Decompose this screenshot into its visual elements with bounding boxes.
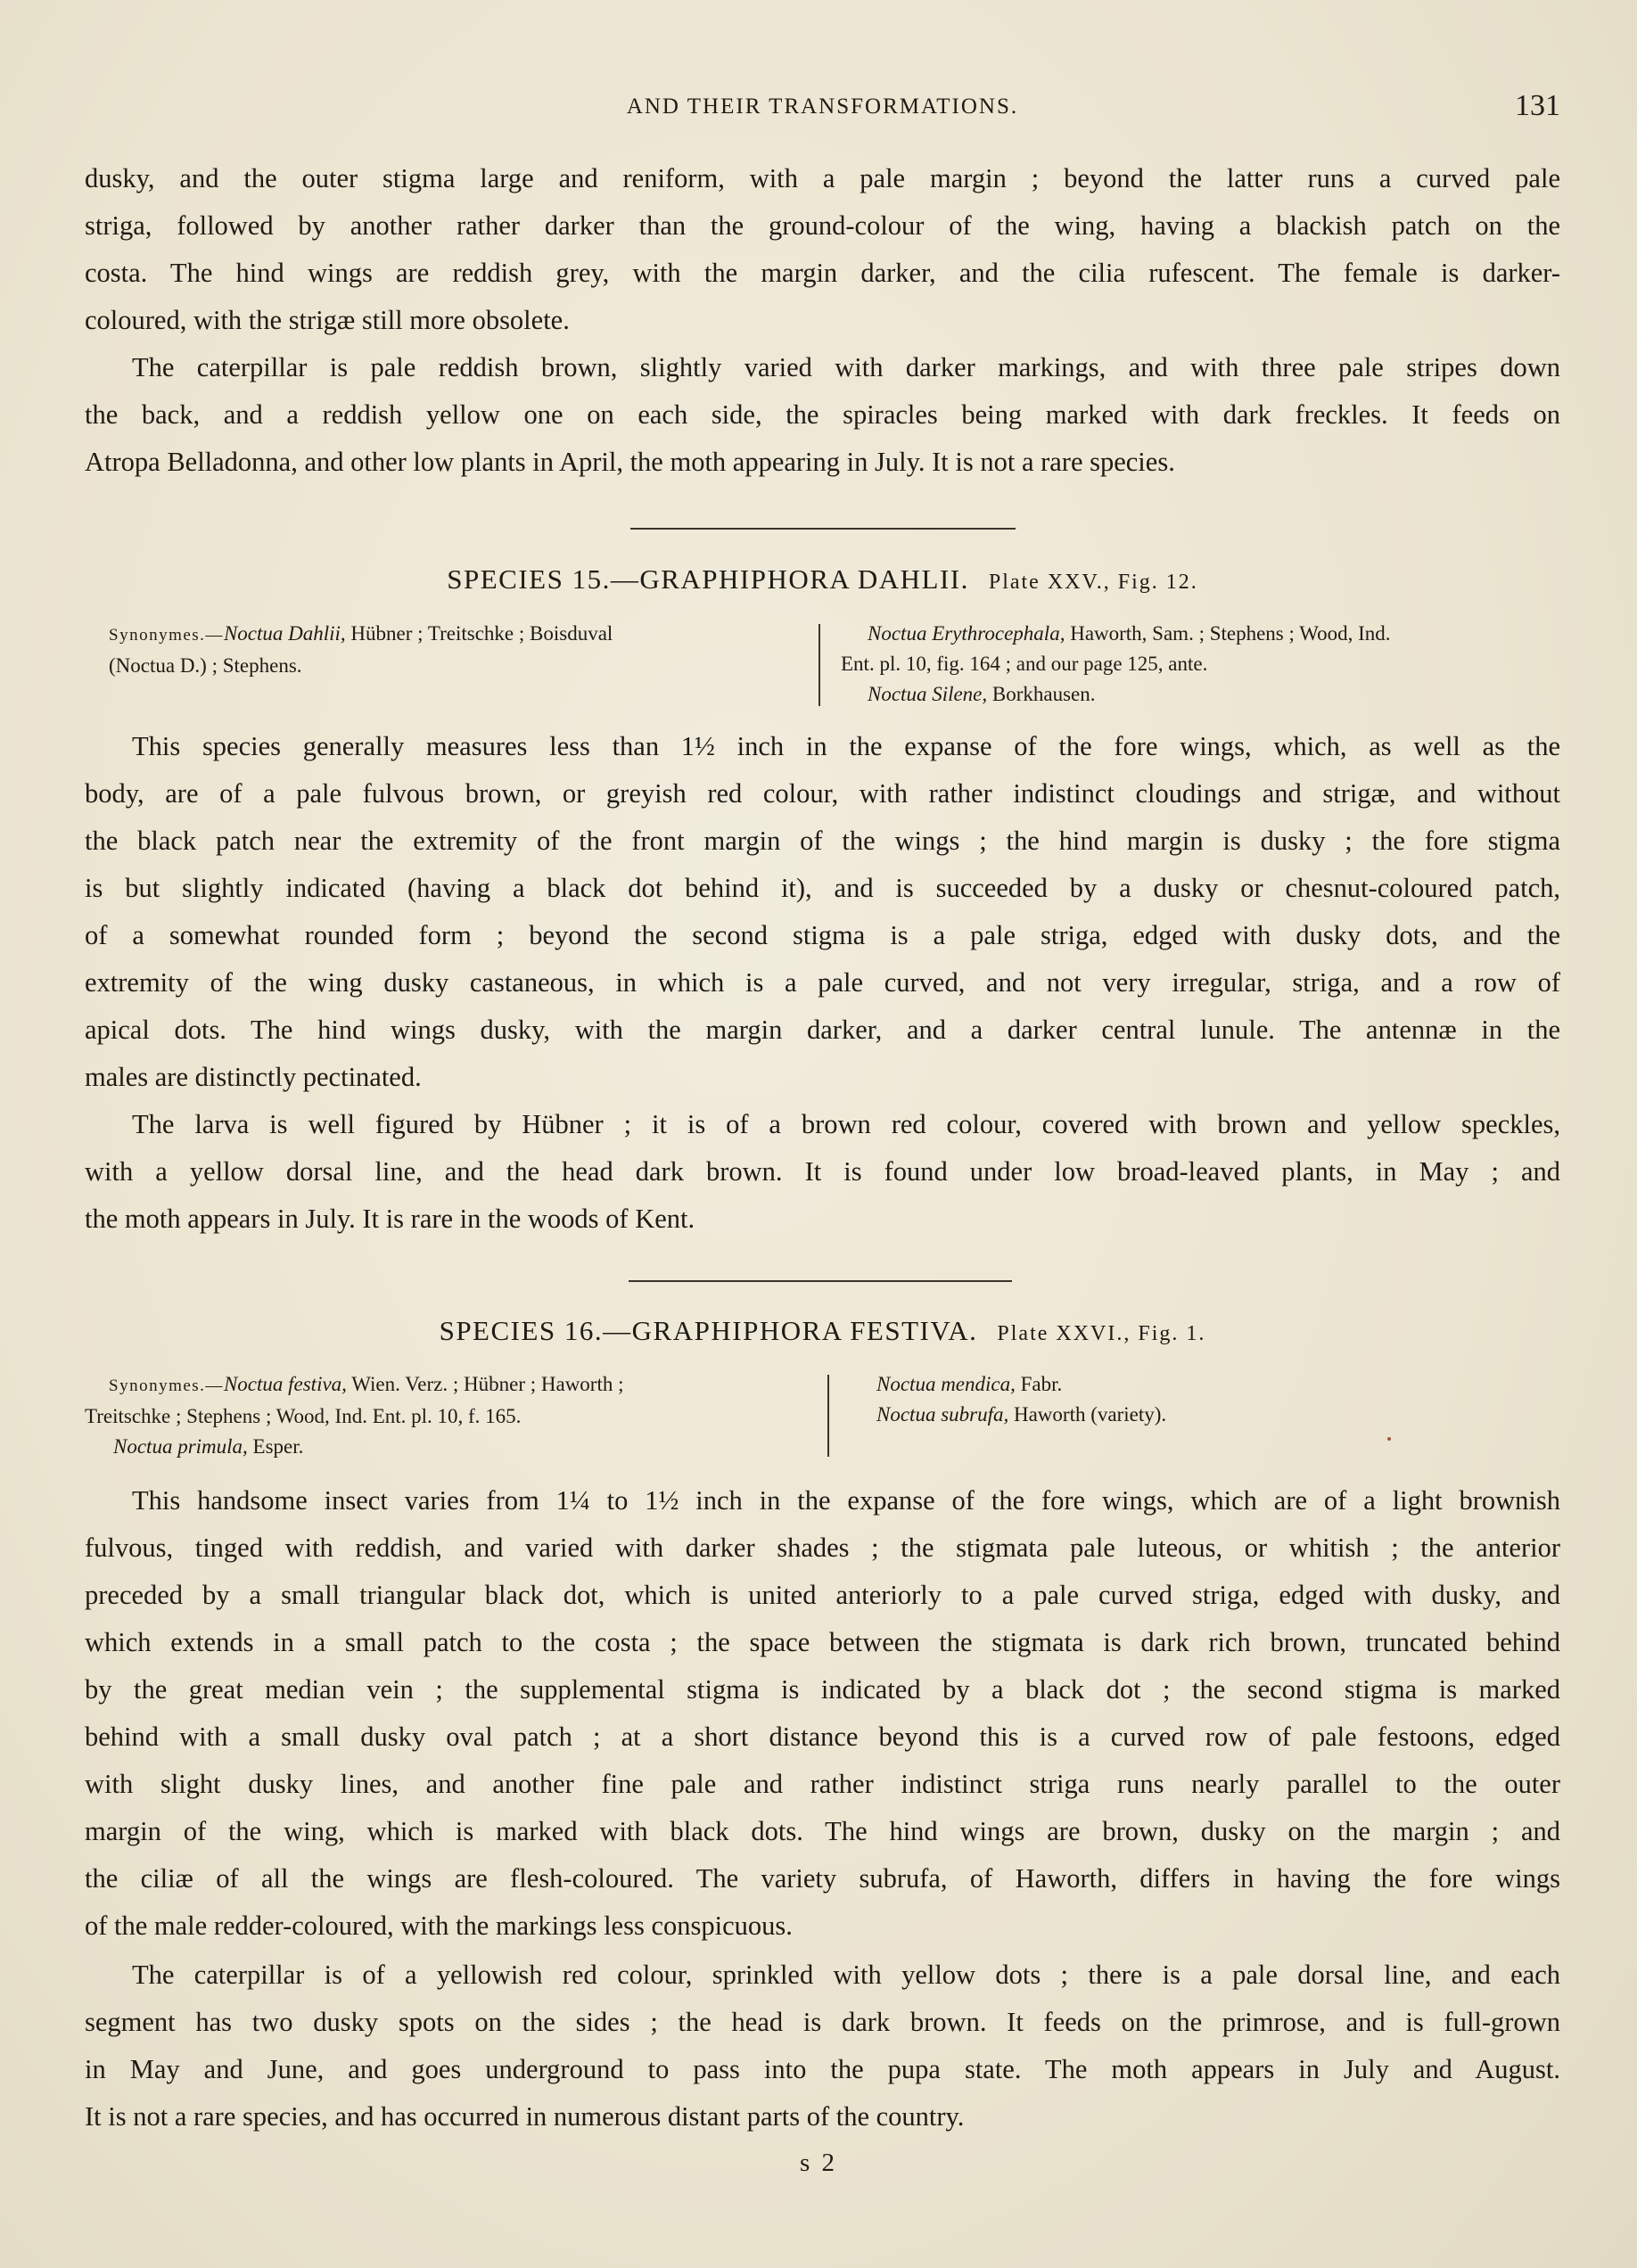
text-line: by the great median vein ; the supplemental stigma is indicated by a black dot ; the second stigma is marked	[85, 1674, 1560, 1705]
text-line: coloured, with the strigæ still more obsolete.	[85, 305, 570, 335]
synonyms-label: Synonymes.—	[109, 626, 224, 645]
synonym-authorities: Haworth, Sam. ; Stephens ; Wood, Ind.	[1065, 622, 1391, 645]
text-line: apical dots. The hind wings dusky, with the margin darker, and a darker central lunule. The antennæ in the	[85, 1015, 1560, 1045]
text-line: the black patch near the extremity of the front margin of the wings ; the hind margin is dusky ; the fore stigma	[85, 826, 1560, 856]
synonym-name: Noctua mendica,	[876, 1373, 1016, 1395]
synonym-authorities: Esper.	[247, 1435, 304, 1458]
text-line: Atropa Belladonna, and other low plants in April, the moth appearing in July. It is not a rare species.	[85, 447, 1175, 477]
text-line: It is not a rare species, and has occurred in numerous distant parts of the country.	[85, 2101, 965, 2132]
synonym-authorities: Borkhausen.	[987, 683, 1096, 705]
synonym-line: Ent. pl. 10, fig. 164 ; and our page 125, ante.	[841, 653, 1208, 675]
species-15-synonyms-right	[841, 619, 1563, 710]
signature-mark: s 2	[799, 2149, 838, 2177]
synonyms-label: Synonymes.—	[109, 1376, 224, 1395]
synonym-authorities: Hübner ; Treitschke ; Boisduval	[345, 622, 613, 645]
text-line: This species generally measures less than 1½ inch in the expanse of the fore wings, which, as well as the	[132, 731, 1560, 761]
species-16-paragraph-2	[85, 1952, 1560, 2141]
synonym-name: Noctua Erythrocephala,	[868, 622, 1065, 645]
text-line: which extends in a small patch to the costa ; the space between the stigmata is dark rich brown, truncated behind	[85, 1627, 1560, 1657]
species-16-paragraph-1	[85, 1477, 1560, 1950]
text-line: striga, followed by another rather darker than the ground-colour of the wing, having a blackish patch on the	[85, 210, 1560, 241]
synonym-line: Treitschke ; Stephens ; Wood, Ind. Ent. pl. 10, f. 165.	[85, 1405, 522, 1427]
continuation-paragraph-1	[85, 155, 1560, 344]
synonym-line: (Noctua D.) ; Stephens.	[109, 654, 302, 677]
running-head	[85, 89, 1560, 134]
text-line: margin of the wing, which is marked with black dots. The hind wings are brown, dusky on the margin ; and	[85, 1816, 1560, 1846]
text-line: behind with a small dusky oval patch ; at a short distance beyond this is a curved row of pale festoons, edged	[85, 1722, 1560, 1752]
text-line: fulvous, tinged with reddish, and varied with darker shades ; the stigmata pale luteous, or whitish ; the anterior	[85, 1533, 1560, 1563]
text-line: preceded by a small triangular black dot, which is united anteriorly to a pale curved striga, edged with dusky, and	[85, 1580, 1560, 1610]
species-16-synonyms-left	[85, 1369, 813, 1462]
species-16-heading	[85, 1315, 1560, 1347]
species-16-synonyms-right	[876, 1369, 1554, 1430]
page-number: 131	[1515, 89, 1560, 122]
synonym-authorities: Wien. Verz. ; Hübner ; Haworth ;	[346, 1373, 624, 1395]
synonym-name: Noctua Dahlii,	[223, 622, 346, 645]
text-line: in May and June, and goes underground to pass into the pupa state. The moth appears in July and August.	[85, 2054, 1560, 2084]
text-line: the moth appears in July. It is rare in the woods of Kent.	[85, 1204, 695, 1234]
text-line: The larva is well figured by Hübner ; it is of a brown red colour, covered with brown and yellow speckles,	[132, 1109, 1560, 1139]
text-line: the ciliæ of all the wings are flesh-coloured. The variety subrufa, of Haworth, differs in having the fore wings	[85, 1863, 1560, 1894]
species-15-paragraph-2	[85, 1101, 1560, 1243]
species-15-paragraph-1	[85, 723, 1560, 1101]
text-line: body, are of a pale fulvous brown, or greyish red colour, with rather indistinct cloudings and strigæ, and without	[85, 778, 1560, 809]
synonyms-divider	[818, 624, 820, 706]
synonyms-divider	[827, 1375, 829, 1457]
species-15-title: SPECIES 15.—GRAPHIPHORA DAHLII.	[447, 563, 969, 595]
paper-speck	[1387, 1437, 1391, 1441]
species-16-title: SPECIES 16.—GRAPHIPHORA FESTIVA.	[439, 1315, 978, 1346]
synonym-authorities: Haworth (variety).	[1008, 1403, 1167, 1426]
text-line: The caterpillar is pale reddish brown, slightly varied with darker markings, and with three pale stripes down	[132, 352, 1560, 382]
synonym-name: Noctua subrufa,	[876, 1403, 1009, 1426]
synonym-name: Noctua festiva,	[223, 1373, 347, 1395]
running-head-title: AND THEIR TRANSFORMATIONS.	[626, 94, 1019, 119]
text-line: segment has two dusky spots on the sides ; the head is dark brown. It feeds on the primrose, and is full-grown	[85, 2007, 1560, 2037]
section-rule	[629, 1280, 1012, 1282]
synonym-name: Noctua primula,	[113, 1435, 248, 1458]
text-line: of the male redder-coloured, with the markings less conspicuous.	[85, 1911, 793, 1941]
text-line: is but slightly indicated (having a black dot behind it), and is succeeded by a dusky or chesnut-coloured patch,	[85, 873, 1560, 903]
text-line: of a somewhat rounded form ; beyond the second stigma is a pale striga, edged with dusky dots, and the	[85, 920, 1560, 950]
text-line: The caterpillar is of a yellowish red colour, sprinkled with yellow dots ; there is a pale dorsal line, and each	[132, 1960, 1560, 1990]
text-line: dusky, and the outer stigma large and reniform, with a pale margin ; beyond the latter runs a curved pale	[85, 163, 1560, 193]
species-16-plate-ref: Plate XXVI., Fig. 1.	[997, 1322, 1206, 1345]
continuation-paragraph-2	[85, 344, 1560, 486]
text-line: costa. The hind wings are reddish grey, with the margin darker, and the cilia rufescent. The female is darker-	[85, 258, 1560, 288]
text-line: the back, and a reddish yellow one on each side, the spiracles being marked with dark freckles. It feeds on	[85, 399, 1560, 430]
synonym-name: Noctua Silene,	[868, 683, 988, 705]
text-line: This handsome insect varies from 1¼ to 1½ inch in the expanse of the fore wings, which are of a light brownish	[132, 1485, 1560, 1516]
species-15-heading	[85, 563, 1560, 596]
species-15-synonyms-left	[109, 619, 804, 681]
synonym-authorities: Fabr.	[1015, 1373, 1063, 1395]
text-line: males are distinctly pectinated.	[85, 1062, 422, 1092]
species-15-plate-ref: Plate XXV., Fig. 12.	[988, 571, 1198, 594]
text-line: with slight dusky lines, and another fine pale and rather indistinct striga runs nearly parallel to the outer	[85, 1769, 1560, 1799]
text-line: with a yellow dorsal line, and the head dark brown. It is found under low broad-leaved plants, in May ; and	[85, 1156, 1560, 1187]
section-rule	[630, 528, 1016, 530]
text-line: extremity of the wing dusky castaneous, in which is a pale curved, and not very irregular, striga, and a row of	[85, 967, 1560, 998]
